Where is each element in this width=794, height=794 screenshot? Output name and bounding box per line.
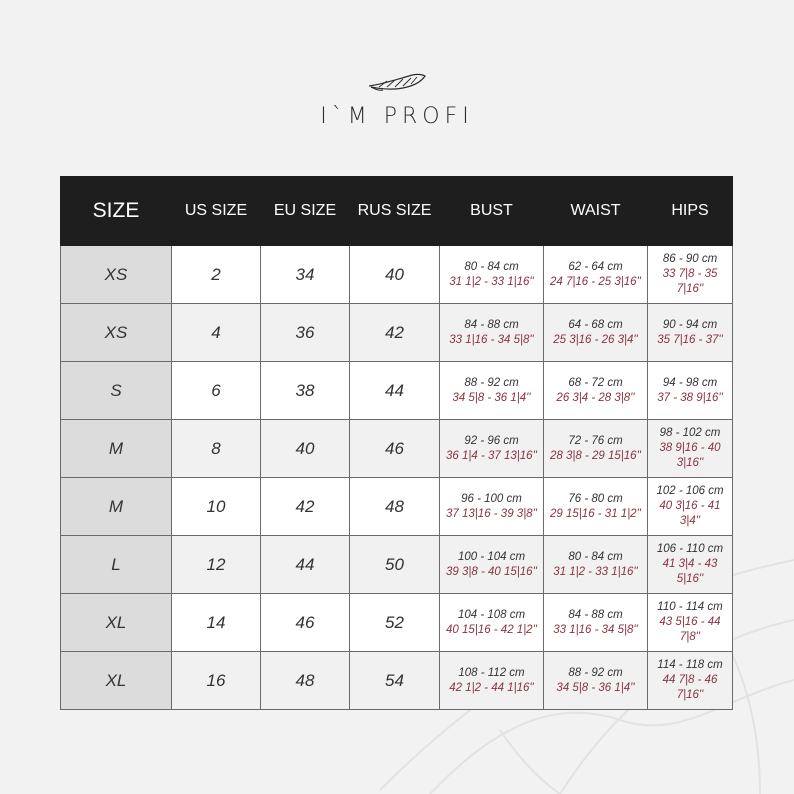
table-row: [61, 652, 733, 710]
waist-cell: [544, 420, 648, 478]
table-row: [61, 362, 733, 420]
waist-inch: 31 1|2 - 33 1|16'': [553, 565, 638, 578]
hips-cell: [648, 652, 733, 710]
bust-inch: 42 1|2 - 44 1|16'': [449, 681, 534, 694]
waist-cell: [544, 536, 648, 594]
waist-inch: 34 5|8 - 36 1|4'': [556, 681, 635, 694]
hips-cell: [648, 594, 733, 652]
table-row: [61, 420, 733, 478]
hips-cell: [648, 362, 733, 420]
header-hips: HIPS: [648, 177, 733, 246]
header-us-size: US SIZE: [172, 177, 261, 246]
size-cell: M: [61, 478, 172, 536]
bust-cell: [440, 652, 544, 710]
bust-cm: 104 - 108 cm: [457, 608, 526, 621]
us-size-cell: 2: [172, 246, 261, 304]
us-size-cell: 6: [172, 362, 261, 420]
waist-cm: 80 - 84 cm: [568, 550, 623, 563]
hips-inch: 40 3|16 - 41 3|4'': [659, 500, 721, 527]
brand-logo: [0, 70, 794, 129]
table-row: [61, 536, 733, 594]
bust-inch: 34 5|8 - 36 1|4'': [452, 391, 531, 404]
header-bust: BUST: [440, 177, 544, 246]
hips-inch: 37 - 38 9|16'': [657, 391, 723, 404]
hips-cm: 114 - 118 cm: [657, 659, 723, 671]
waist-cell: [544, 304, 648, 362]
rus-size-cell: 50: [350, 536, 440, 594]
waist-cell: [544, 594, 648, 652]
hips-cell: [648, 536, 733, 594]
bust-cm: 100 - 104 cm: [457, 550, 526, 563]
waist-cell: [544, 246, 648, 304]
waist-cm: 84 - 88 cm: [568, 608, 623, 621]
us-size-cell: 8: [172, 420, 261, 478]
bust-inch: 33 1|16 - 34 5|8'': [449, 333, 534, 346]
hips-cell: [648, 246, 733, 304]
bust-cell: [440, 420, 544, 478]
waist-cm: 72 - 76 cm: [568, 434, 623, 447]
hips-cell: [648, 420, 733, 478]
header-row: [61, 177, 733, 246]
bust-inch: 31 1|2 - 33 1|16'': [449, 275, 534, 288]
waist-inch: 28 3|8 - 29 15|16'': [550, 449, 641, 462]
rus-size-cell: 48: [350, 478, 440, 536]
waist-cm: 88 - 92 cm: [568, 666, 623, 679]
header-size: SIZE: [61, 177, 172, 246]
header-waist: WAIST: [544, 177, 648, 246]
size-cell: XS: [61, 304, 172, 362]
size-cell: L: [61, 536, 172, 594]
bust-inch: 36 1|4 - 37 13|16'': [446, 449, 537, 462]
eu-size-cell: 38: [261, 362, 350, 420]
us-size-cell: 12: [172, 536, 261, 594]
bust-cell: [440, 536, 544, 594]
size-cell: XL: [61, 652, 172, 710]
waist-inch: 26 3|4 - 28 3|8'': [556, 391, 635, 404]
header-rus-size: RUS SIZE: [350, 177, 440, 246]
bust-cm: 84 - 88 cm: [464, 318, 519, 331]
table-row: [61, 246, 733, 304]
bust-cell: [440, 594, 544, 652]
hips-inch: 43 5|16 - 44 7|8'': [659, 616, 721, 643]
waist-inch: 25 3|16 - 26 3|4'': [553, 333, 638, 346]
rus-size-cell: 46: [350, 420, 440, 478]
hips-cm: 94 - 98 cm: [662, 376, 718, 389]
bust-inch: 39 3|8 - 40 15|16'': [446, 565, 537, 578]
size-cell: XS: [61, 246, 172, 304]
size-cell: M: [61, 420, 172, 478]
eu-size-cell: 34: [261, 246, 350, 304]
table-row: [61, 594, 733, 652]
size-cell: S: [61, 362, 172, 420]
us-size-cell: 10: [172, 478, 261, 536]
hips-cm: 86 - 90 cm: [662, 253, 718, 265]
eu-size-cell: 48: [261, 652, 350, 710]
hips-inch: 38 9|16 - 40 3|16'': [659, 442, 721, 469]
bust-cm: 80 - 84 cm: [464, 260, 519, 273]
eu-size-cell: 44: [261, 536, 350, 594]
hips-cm: 110 - 114 cm: [657, 601, 723, 613]
us-size-cell: 16: [172, 652, 261, 710]
rus-size-cell: 54: [350, 652, 440, 710]
eu-size-cell: 40: [261, 420, 350, 478]
table-row: [61, 304, 733, 362]
us-size-cell: 4: [172, 304, 261, 362]
hips-inch: 44 7|8 - 46 7|16'': [662, 674, 718, 701]
hips-inch: 33 7|8 - 35 7|16'': [662, 268, 718, 295]
eu-size-cell: 46: [261, 594, 350, 652]
bust-cell: [440, 246, 544, 304]
eu-size-cell: 42: [261, 478, 350, 536]
waist-cm: 76 - 80 cm: [568, 492, 623, 505]
hips-cell: [648, 304, 733, 362]
table-row: [61, 478, 733, 536]
brand-name: I`M PROFI: [320, 104, 474, 129]
hips-cm: 90 - 94 cm: [662, 318, 718, 331]
hips-inch: 41 3|4 - 43 5|16'': [662, 558, 718, 585]
waist-cell: [544, 652, 648, 710]
header-eu-size: EU SIZE: [261, 177, 350, 246]
waist-cm: 68 - 72 cm: [568, 376, 623, 389]
rus-size-cell: 44: [350, 362, 440, 420]
size-chart-table: [60, 176, 733, 710]
bust-inch: 37 13|16 - 39 3|8'': [446, 507, 537, 520]
waist-inch: 33 1|16 - 34 5|8'': [553, 623, 638, 636]
bust-cm: 88 - 92 cm: [464, 376, 519, 389]
bust-cm: 108 - 112 cm: [458, 666, 525, 679]
waist-inch: 29 15|16 - 31 1|2'': [550, 507, 641, 520]
bust-cm: 92 - 96 cm: [464, 434, 519, 447]
hips-cm: 102 - 106 cm: [656, 485, 724, 497]
bust-cell: [440, 362, 544, 420]
size-cell: XL: [61, 594, 172, 652]
hips-inch: 35 7|16 - 37'': [657, 333, 723, 346]
eu-size-cell: 36: [261, 304, 350, 362]
rus-size-cell: 40: [350, 246, 440, 304]
rus-size-cell: 52: [350, 594, 440, 652]
hips-cm: 98 - 102 cm: [659, 427, 721, 439]
leaf-icon: [365, 70, 429, 94]
rus-size-cell: 42: [350, 304, 440, 362]
waist-cm: 62 - 64 cm: [568, 260, 623, 273]
bust-cm: 96 - 100 cm: [461, 492, 522, 505]
waist-cell: [544, 478, 648, 536]
bust-cell: [440, 478, 544, 536]
waist-cell: [544, 362, 648, 420]
bust-cell: [440, 304, 544, 362]
waist-inch: 24 7|16 - 25 3|16'': [550, 275, 641, 288]
hips-cm: 106 - 110 cm: [656, 543, 724, 555]
us-size-cell: 14: [172, 594, 261, 652]
hips-cell: [648, 478, 733, 536]
waist-cm: 64 - 68 cm: [568, 318, 623, 331]
bust-inch: 40 15|16 - 42 1|2'': [446, 623, 537, 636]
